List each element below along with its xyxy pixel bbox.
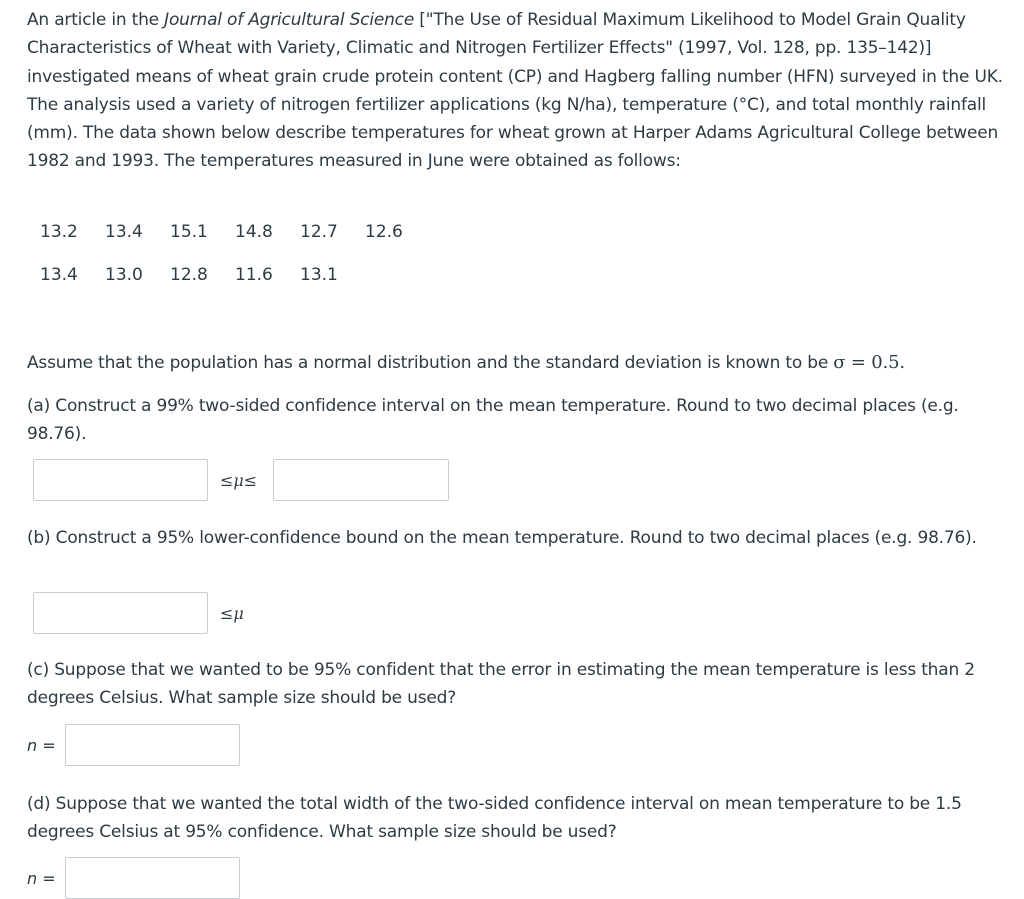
data-value: 12.7 (300, 222, 338, 242)
data-value: 14.8 (235, 222, 273, 242)
part-a-prompt: (a) Construct a 99% two-sided confidence interval on the mean temperature. Round to two decimal places (e.g. 98.76). (27, 396, 959, 445)
data-value: 13.0 (105, 265, 143, 285)
assumption-text (27, 349, 1017, 377)
part-a-upper-input[interactable] (273, 459, 449, 501)
question-body (27, 6, 1017, 888)
data-value: 12.6 (365, 222, 403, 242)
part-d-sample-size-input[interactable] (65, 857, 240, 899)
data-value: 13.2 (40, 222, 78, 242)
data-value: 13.1 (300, 265, 338, 285)
part-a-lower-input[interactable] (33, 459, 208, 501)
part-b-prompt: (b) Construct a 95% lower-confidence bound on the mean temperature. Round to two decimal places (e.g. 98.76). (27, 528, 977, 548)
intro-before: An article in the (27, 10, 165, 30)
data-value: 15.1 (170, 222, 208, 242)
assumption-sentence: Assume that the population has a normal distribution and the standard deviation is known to be (27, 353, 834, 373)
data-row-1 (40, 222, 430, 242)
part-b-lower-bound-input[interactable] (33, 592, 208, 634)
mu-between-symbol: ≤μ≤ (220, 471, 258, 490)
mu-lower-symbol: ≤μ (220, 604, 244, 623)
data-value: 13.4 (105, 222, 143, 242)
part-d-n-label: n = (27, 869, 56, 888)
intro-after: ["The Use of Residual Maximum Likelihood to Model Grain Quality Characteristics of Wheat with Variety, Climatic and Nitrogen Fertilizer Effects" (1997, Vol. 128, pp. 135–142)] investigated means of wheat grain crude protein content (CP) and Hagberg falling number (HFN) surveyed in the UK. The analysis used a variety of nitrogen fertilizer applications (kg N/ha), temperature (°C), and total monthly rainfall (mm). The data shown below describe temperatures for wheat grown at Harper Adams Agricultural College between 1982 and 1993. The temperatures measured in June were obtained as follows: (27, 10, 1003, 172)
part-c-prompt: (c) Suppose that we wanted to be 95% confident that the error in estimating the mean temperature is less than 2 degrees Celsius. What sample size should be used? (27, 660, 975, 709)
data-value: 12.8 (170, 265, 208, 285)
data-value: 11.6 (235, 265, 273, 285)
part-c-sample-size-input[interactable] (65, 724, 240, 766)
journal-title: Journal of Agricultural Science (164, 10, 415, 30)
part-d-prompt: (d) Suppose that we wanted the total width of the two-sided confidence interval on mean temperature to be 1.5 degrees Celsius at 95% confidence. What sample size should be used? (27, 794, 962, 843)
sigma-value: σ = 0.5. (833, 352, 905, 373)
data-row-2 (40, 265, 365, 285)
part-c-n-label: n = (27, 736, 56, 755)
data-value: 13.4 (40, 265, 78, 285)
intro-paragraph (27, 6, 1017, 176)
